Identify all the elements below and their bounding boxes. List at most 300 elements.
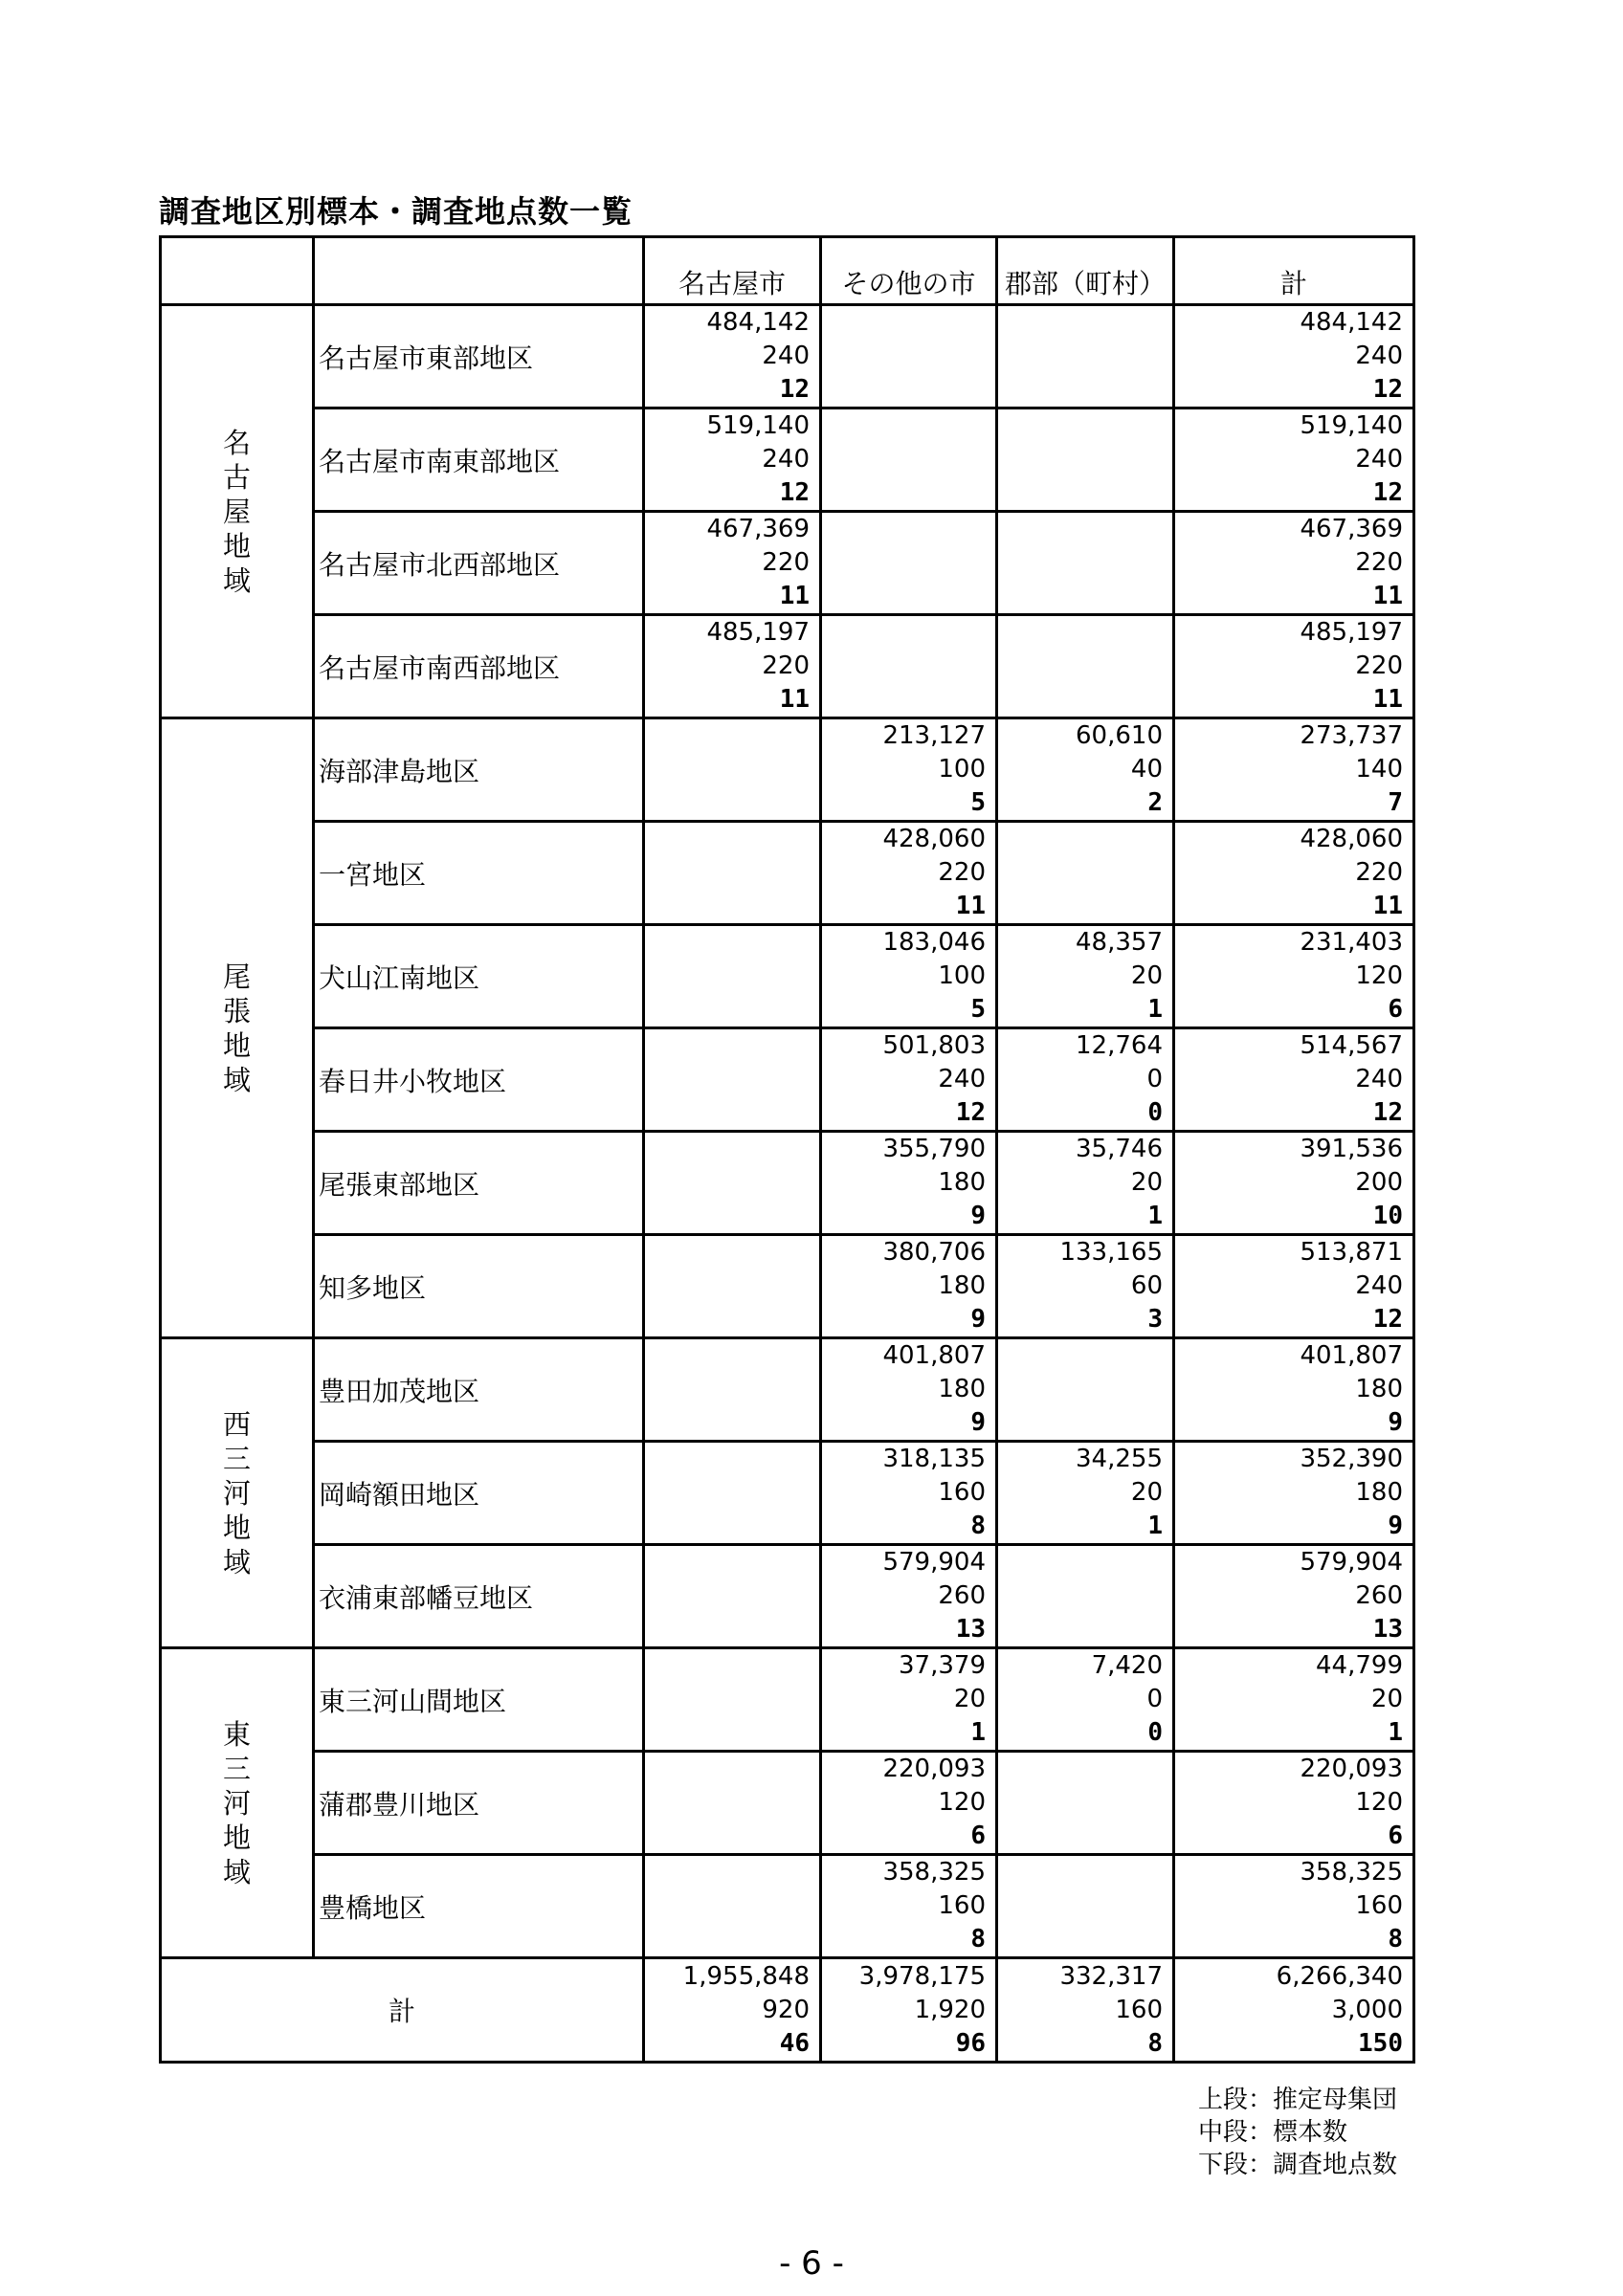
- value-stack: [645, 1339, 810, 1440]
- site-count-value: [998, 1923, 1163, 1956]
- population-value: 358,325: [1300, 1858, 1403, 1887]
- site-count-value: [998, 1613, 1163, 1646]
- gun-cell: [997, 925, 1174, 1028]
- population-value: 380,706: [882, 1238, 986, 1267]
- population-value: [998, 1856, 1163, 1889]
- table-row: [161, 1235, 1414, 1338]
- population-value: [645, 1236, 810, 1269]
- table-row: [161, 615, 1414, 718]
- region-name: 尾張地域: [222, 960, 251, 1096]
- legend-middle: 中段：標本数: [1198, 2118, 1348, 2147]
- table-row: [161, 408, 1414, 512]
- site-count-value: 9: [970, 1202, 986, 1230]
- population-value: 60,610: [1076, 721, 1163, 750]
- site-count-value: 11: [955, 892, 986, 920]
- value-stack: [822, 1649, 986, 1750]
- population-value: 133,165: [1059, 1238, 1163, 1267]
- site-count-value: 7: [1388, 788, 1403, 817]
- site-count-value: 1: [1147, 995, 1163, 1024]
- site-count-value: 2: [1147, 788, 1163, 817]
- region-cell: [161, 1648, 314, 1958]
- population-value: 44,799: [1316, 1651, 1403, 1680]
- value-stack: [998, 823, 1163, 923]
- population-value: 484,142: [706, 308, 810, 337]
- site-count-value: 8: [1388, 1925, 1403, 1954]
- header-gun: 郡部（町村）: [997, 237, 1174, 305]
- population-value: [822, 409, 986, 443]
- nagoya-cell: [644, 305, 821, 408]
- sample-value: 120: [1355, 1788, 1403, 1817]
- district-name: 東三河山間地区: [314, 1648, 644, 1752]
- site-count-value: 1: [1388, 1718, 1403, 1747]
- population-value: 7,420: [1091, 1651, 1163, 1680]
- sample-value: 180: [938, 1168, 986, 1197]
- gun-cell: [997, 1132, 1174, 1235]
- value-stack: [998, 1649, 1163, 1750]
- region-name: 名古屋地域: [222, 426, 251, 597]
- total-cell: [1174, 1338, 1414, 1442]
- site-count-value: 1: [970, 1718, 986, 1747]
- site-count-value: 12: [1372, 478, 1403, 507]
- page-number: - 6 -: [779, 2244, 844, 2283]
- sample-value: 240: [1355, 445, 1403, 474]
- sample-value: [998, 443, 1163, 476]
- value-stack: [822, 1546, 986, 1646]
- nagoya-cell: [644, 718, 821, 822]
- value-stack: [1175, 1236, 1403, 1336]
- other-cities-cell: [821, 1752, 997, 1855]
- gun-cell: [997, 822, 1174, 925]
- sample-value: 220: [762, 548, 810, 577]
- value-stack: [645, 409, 810, 510]
- population-value: 579,904: [882, 1548, 986, 1577]
- value-stack: [1175, 1960, 1403, 2061]
- total-cell: [1174, 822, 1414, 925]
- sample-value: 0: [1146, 1685, 1163, 1713]
- sample-value: [645, 1889, 810, 1923]
- sample-value: 160: [1115, 1995, 1163, 2024]
- sample-value: 240: [1355, 1065, 1403, 1093]
- population-value: [645, 1339, 810, 1373]
- site-count-value: 46: [779, 2028, 810, 2058]
- site-count-value: 11: [1372, 582, 1403, 610]
- total-cell: [1174, 718, 1414, 822]
- population-value: 519,140: [1300, 411, 1403, 440]
- table-row: [161, 1442, 1414, 1545]
- population-value: 467,369: [706, 515, 810, 543]
- population-value: [645, 1443, 810, 1476]
- nagoya-cell: [644, 1338, 821, 1442]
- population-value: [645, 1649, 810, 1683]
- value-stack: [998, 1236, 1163, 1336]
- site-count-value: [998, 1820, 1163, 1853]
- value-stack: [645, 1029, 810, 1130]
- site-count-value: [645, 1820, 810, 1853]
- population-value: [998, 1339, 1163, 1373]
- sample-value: [998, 546, 1163, 580]
- value-stack: [645, 1856, 810, 1956]
- site-count-value: [645, 1096, 810, 1130]
- population-value: 428,060: [1300, 825, 1403, 853]
- value-stack: [822, 409, 986, 510]
- population-value: [998, 823, 1163, 856]
- sample-value: [998, 1579, 1163, 1613]
- sample-value: 20: [953, 1685, 986, 1713]
- population-value: 352,390: [1300, 1445, 1403, 1473]
- population-value: [645, 1029, 810, 1063]
- site-count-value: 12: [1372, 375, 1403, 404]
- value-stack: [998, 926, 1163, 1027]
- grand-total-row: [161, 1958, 1414, 2063]
- table-row: [161, 1338, 1414, 1442]
- site-count-value: 6: [970, 1821, 986, 1850]
- sample-value: 180: [938, 1271, 986, 1300]
- region-name: 東三河地域: [222, 1717, 251, 1888]
- gun-cell: [997, 1442, 1174, 1545]
- gun-cell: [997, 718, 1174, 822]
- gun-cell: [997, 1855, 1174, 1958]
- value-stack: [822, 306, 986, 407]
- value-stack: [1175, 409, 1403, 510]
- other-cities-cell: [821, 1338, 997, 1442]
- header-blank-region: [161, 237, 314, 305]
- site-count-value: 12: [1372, 1305, 1403, 1334]
- value-stack: [822, 1029, 986, 1130]
- sample-value: 240: [762, 445, 810, 474]
- other-cities-cell: [821, 1855, 997, 1958]
- other-cities-cell: [821, 305, 997, 408]
- value-stack: [645, 1960, 810, 2061]
- other-cities-cell: [821, 822, 997, 925]
- header-total: 計: [1174, 237, 1414, 305]
- site-count-value: 96: [955, 2028, 986, 2058]
- sample-value: [998, 650, 1163, 683]
- sample-value: 40: [1130, 755, 1163, 784]
- sample-value: 20: [1130, 1168, 1163, 1197]
- site-count-value: [822, 476, 986, 510]
- nagoya-cell: [644, 925, 821, 1028]
- site-count-value: [645, 993, 810, 1027]
- sample-value: [822, 546, 986, 580]
- header-other-cities: その他の市: [821, 237, 997, 305]
- sample-value: 200: [1355, 1168, 1403, 1197]
- sample-value: 260: [1355, 1581, 1403, 1610]
- gun-cell: [997, 305, 1174, 408]
- site-count-value: 13: [955, 1615, 986, 1644]
- population-value: 401,807: [1300, 1341, 1403, 1370]
- population-value: [822, 616, 986, 650]
- site-count-value: 11: [1372, 685, 1403, 714]
- value-stack: [645, 306, 810, 407]
- site-count-value: [645, 1303, 810, 1336]
- population-value: 213,127: [882, 721, 986, 750]
- sample-value: [998, 1373, 1163, 1406]
- value-stack: [1175, 1339, 1403, 1440]
- sample-value: [645, 753, 810, 786]
- value-stack: [1175, 926, 1403, 1027]
- region-cell: [161, 718, 314, 1338]
- sample-value: 100: [938, 961, 986, 990]
- site-count-value: 5: [970, 788, 986, 817]
- population-value: [645, 1546, 810, 1579]
- value-stack: [998, 1133, 1163, 1233]
- sample-value: [645, 1476, 810, 1510]
- population-value: 514,567: [1300, 1031, 1403, 1060]
- population-value: 513,871: [1300, 1238, 1403, 1267]
- sample-value: [645, 1063, 810, 1096]
- nagoya-cell: [644, 1958, 821, 2063]
- value-stack: [645, 616, 810, 717]
- population-value: 273,737: [1300, 721, 1403, 750]
- sample-value: 220: [1355, 548, 1403, 577]
- survey-table: [159, 235, 1415, 2064]
- sample-value: 240: [1355, 342, 1403, 370]
- sample-value: 180: [938, 1375, 986, 1403]
- site-count-value: 9: [970, 1305, 986, 1334]
- value-stack: [645, 1133, 810, 1233]
- population-value: 231,403: [1300, 928, 1403, 957]
- value-stack: [1175, 513, 1403, 613]
- value-stack: [998, 513, 1163, 613]
- table-row: [161, 718, 1414, 822]
- site-count-value: 10: [1372, 1202, 1403, 1230]
- value-stack: [822, 823, 986, 923]
- gun-cell: [997, 1545, 1174, 1648]
- value-stack: [645, 513, 810, 613]
- sample-value: [822, 650, 986, 683]
- district-name: 一宮地区: [314, 822, 644, 925]
- gun-cell: [997, 1752, 1174, 1855]
- site-count-value: [998, 476, 1163, 510]
- district-name: 海部津島地区: [314, 718, 644, 822]
- site-count-value: 11: [779, 685, 810, 714]
- population-value: [998, 513, 1163, 546]
- table-row: [161, 1545, 1414, 1648]
- value-stack: [1175, 719, 1403, 820]
- population-value: 467,369: [1300, 515, 1403, 543]
- population-value: [998, 409, 1163, 443]
- site-count-value: [822, 373, 986, 407]
- district-name: 名古屋市南東部地区: [314, 408, 644, 512]
- sample-value: 240: [762, 342, 810, 370]
- total-cell: [1174, 1958, 1414, 2063]
- population-value: 6,266,340: [1276, 1961, 1403, 1991]
- sample-value: 240: [1355, 1271, 1403, 1300]
- value-stack: [822, 1753, 986, 1853]
- legend: [1198, 2084, 1397, 2181]
- header-row: [161, 237, 1414, 305]
- region-cell: [161, 1338, 314, 1648]
- population-value: [645, 1133, 810, 1166]
- nagoya-cell: [644, 1545, 821, 1648]
- site-count-value: 13: [1372, 1615, 1403, 1644]
- other-cities-cell: [821, 408, 997, 512]
- district-name: 春日井小牧地区: [314, 1028, 644, 1132]
- population-value: [645, 1753, 810, 1786]
- population-value: [645, 1856, 810, 1889]
- sample-value: [645, 1269, 810, 1303]
- site-count-value: 11: [1372, 892, 1403, 920]
- total-cell: [1174, 305, 1414, 408]
- value-stack: [998, 1960, 1163, 2061]
- value-stack: [822, 1133, 986, 1233]
- population-value: 318,135: [882, 1445, 986, 1473]
- site-count-value: [645, 1406, 810, 1440]
- region-cell: [161, 305, 314, 718]
- value-stack: [645, 926, 810, 1027]
- value-stack: [998, 306, 1163, 407]
- value-stack: [822, 1960, 986, 2061]
- legend-bottom: 下段：調査地点数: [1198, 2151, 1398, 2179]
- nagoya-cell: [644, 1648, 821, 1752]
- sample-value: 160: [938, 1478, 986, 1507]
- sample-value: [645, 1579, 810, 1613]
- value-stack: [998, 719, 1163, 820]
- total-cell: [1174, 1028, 1414, 1132]
- sample-value: 60: [1130, 1271, 1163, 1300]
- total-cell: [1174, 1648, 1414, 1752]
- population-value: 34,255: [1076, 1445, 1163, 1473]
- table-row: [161, 1132, 1414, 1235]
- value-stack: [998, 409, 1163, 510]
- nagoya-cell: [644, 1235, 821, 1338]
- population-value: 401,807: [882, 1341, 986, 1370]
- population-value: [645, 719, 810, 753]
- site-count-value: [998, 580, 1163, 613]
- population-value: 37,379: [899, 1651, 986, 1680]
- district-name: 岡崎額田地区: [314, 1442, 644, 1545]
- site-count-value: [645, 1613, 810, 1646]
- header-nagoya: 名古屋市: [644, 237, 821, 305]
- other-cities-cell: [821, 1235, 997, 1338]
- value-stack: [822, 1339, 986, 1440]
- value-stack: [645, 1236, 810, 1336]
- population-value: 220,093: [1300, 1755, 1403, 1783]
- table-row: [161, 1752, 1414, 1855]
- sample-value: 20: [1130, 961, 1163, 990]
- table-row: [161, 512, 1414, 615]
- population-value: [998, 306, 1163, 340]
- site-count-value: 12: [955, 1098, 986, 1127]
- value-stack: [822, 1443, 986, 1543]
- other-cities-cell: [821, 1132, 997, 1235]
- value-stack: [1175, 823, 1403, 923]
- population-value: 220,093: [882, 1755, 986, 1783]
- sample-value: [998, 340, 1163, 373]
- sample-value: 180: [1355, 1478, 1403, 1507]
- site-count-value: 9: [970, 1408, 986, 1437]
- value-stack: [1175, 1443, 1403, 1543]
- population-value: 579,904: [1300, 1548, 1403, 1577]
- site-count-value: [645, 1510, 810, 1543]
- value-stack: [645, 719, 810, 820]
- sample-value: [998, 1889, 1163, 1923]
- value-stack: [998, 1339, 1163, 1440]
- legend-top: 上段：推定母集団: [1198, 2086, 1398, 2114]
- site-count-value: 6: [1388, 995, 1403, 1024]
- site-count-value: [822, 580, 986, 613]
- site-count-value: 0: [1147, 1718, 1163, 1747]
- other-cities-cell: [821, 1442, 997, 1545]
- district-name: 尾張東部地区: [314, 1132, 644, 1235]
- sample-value: 160: [938, 1891, 986, 1920]
- nagoya-cell: [644, 1442, 821, 1545]
- population-value: 484,142: [1300, 308, 1403, 337]
- sample-value: [822, 340, 986, 373]
- value-stack: [822, 616, 986, 717]
- site-count-value: 1: [1147, 1202, 1163, 1230]
- gun-cell: [997, 1338, 1174, 1442]
- site-count-value: [645, 1200, 810, 1233]
- sample-value: 220: [1355, 651, 1403, 680]
- table-row: [161, 822, 1414, 925]
- sample-value: 100: [938, 755, 986, 784]
- gun-cell: [997, 1958, 1174, 2063]
- sample-value: 220: [1355, 858, 1403, 887]
- total-cell: [1174, 1132, 1414, 1235]
- site-count-value: 5: [970, 995, 986, 1024]
- total-cell: [1174, 512, 1414, 615]
- site-count-value: 12: [779, 478, 810, 507]
- population-value: 3,978,175: [858, 1961, 986, 1991]
- other-cities-cell: [821, 925, 997, 1028]
- site-count-value: 0: [1147, 1098, 1163, 1127]
- total-cell: [1174, 615, 1414, 718]
- table-row: [161, 1648, 1414, 1752]
- gun-cell: [997, 1235, 1174, 1338]
- population-value: [822, 513, 986, 546]
- population-value: [998, 616, 1163, 650]
- value-stack: [822, 513, 986, 613]
- table-row: [161, 1028, 1414, 1132]
- site-count-value: 1: [1147, 1512, 1163, 1540]
- population-value: [645, 926, 810, 960]
- total-cell: [1174, 1752, 1414, 1855]
- site-count-value: 9: [1388, 1408, 1403, 1437]
- value-stack: [998, 1443, 1163, 1543]
- site-count-value: 150: [1358, 2028, 1403, 2058]
- population-value: 485,197: [706, 618, 810, 647]
- sample-value: 260: [938, 1581, 986, 1610]
- value-stack: [822, 926, 986, 1027]
- nagoya-cell: [644, 1028, 821, 1132]
- district-name: 名古屋市北西部地区: [314, 512, 644, 615]
- sample-value: 220: [762, 651, 810, 680]
- gun-cell: [997, 615, 1174, 718]
- site-count-value: 8: [1147, 2028, 1163, 2058]
- total-cell: [1174, 408, 1414, 512]
- nagoya-cell: [644, 1855, 821, 1958]
- value-stack: [998, 1753, 1163, 1853]
- total-cell: [1174, 1235, 1414, 1338]
- value-stack: [998, 1856, 1163, 1956]
- population-value: [998, 1753, 1163, 1786]
- value-stack: [1175, 1029, 1403, 1130]
- site-count-value: 3: [1147, 1305, 1163, 1334]
- sample-value: 20: [1370, 1685, 1403, 1713]
- nagoya-cell: [644, 408, 821, 512]
- value-stack: [645, 1753, 810, 1853]
- population-value: 183,046: [882, 928, 986, 957]
- value-stack: [645, 1649, 810, 1750]
- nagoya-cell: [644, 822, 821, 925]
- site-count-value: [822, 683, 986, 717]
- value-stack: [645, 823, 810, 923]
- district-name: 知多地区: [314, 1235, 644, 1338]
- sample-value: [998, 1786, 1163, 1820]
- site-count-value: 6: [1388, 1821, 1403, 1850]
- population-value: 428,060: [882, 825, 986, 853]
